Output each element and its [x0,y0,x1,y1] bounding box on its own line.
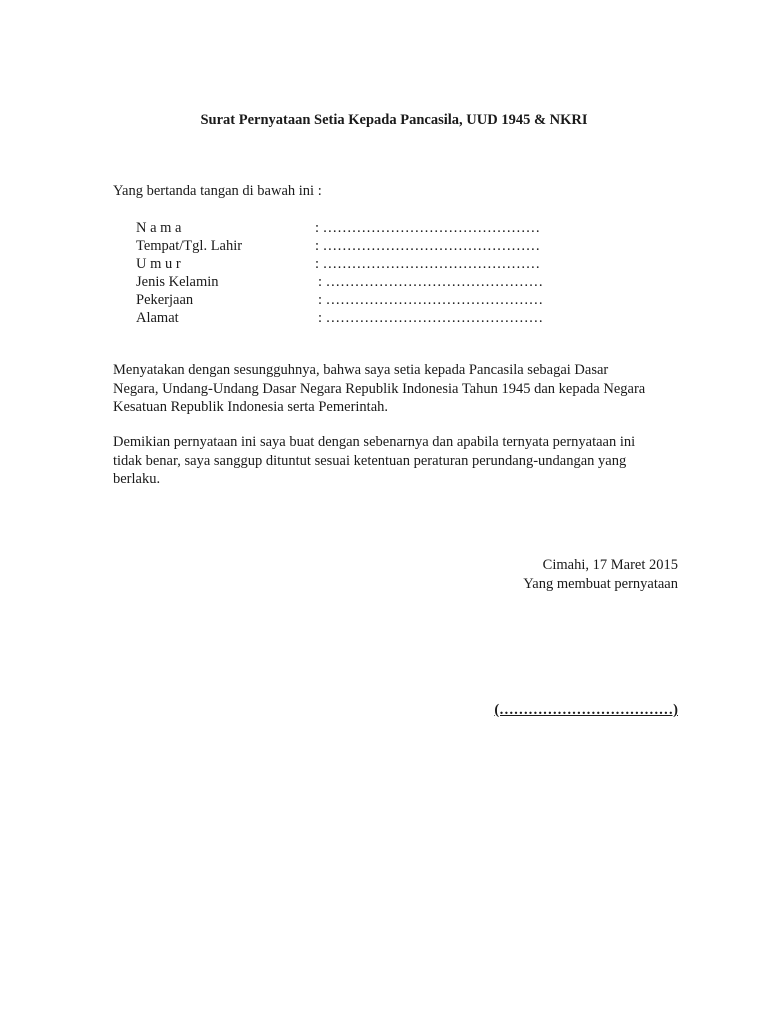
paragraph-line: Menyatakan dengan sesungguhnya, bahwa saya setia kepada Pancasila sebagai Dasar [113,362,609,378]
paragraph-line: berlaku. [113,471,161,487]
paragraph-line: Negara, Undang-Undang Dasar Negara Republik Indonesia Tahun 1945 dan kepada Negara [113,380,646,397]
document-title: Surat Pernyataan Setia Kepada Pancasila, UUD 1945 & NKRI [200,112,588,128]
field-label: Alamat [136,310,179,326]
field-value: : ……………………………………… [315,238,541,254]
field-label: Jenis Kelamin [136,274,219,290]
field-row-pekerjaan [136,291,586,309]
paragraph-line: tidak benar, saya sanggup dituntut sesuai ketentuan peraturan perundang-undangan yang [113,452,627,469]
field-value: : ……………………………………… [318,274,544,290]
maker-label: Yang membuat pernyataan [523,576,678,592]
field-row-jenis-kelamin [136,273,586,291]
field-label: Pekerjaan [136,292,194,308]
city-date: Cimahi, 17 Maret 2015 [542,557,678,573]
field-row-tempat-tgl-lahir [136,237,586,255]
field-value: : ……………………………………… [318,292,544,308]
field-row-umur [136,255,586,273]
paragraph-line: Kesatuan Republik Indonesia serta Pemerintah. [113,399,389,415]
signature-line: (………………………………) [494,702,678,718]
field-value: : ……………………………………… [315,220,541,236]
field-value: : ……………………………………… [315,256,541,272]
field-label: U m u r [136,256,181,272]
paragraph-line: Demikian pernyataan ini saya buat dengan sebenarnya dan apabila ternyata pernyataan ini [113,434,636,450]
field-label: N a m a [136,220,182,236]
intro-text: Yang bertanda tangan di bawah ini : [113,183,322,199]
field-label: Tempat/Tgl. Lahir [136,238,243,254]
field-value: : ……………………………………… [318,310,544,326]
field-row-alamat [136,309,586,327]
identity-fields [136,219,586,327]
closing-paragraph [113,433,688,489]
field-row-nama [136,219,586,237]
statement-paragraph [113,361,688,417]
